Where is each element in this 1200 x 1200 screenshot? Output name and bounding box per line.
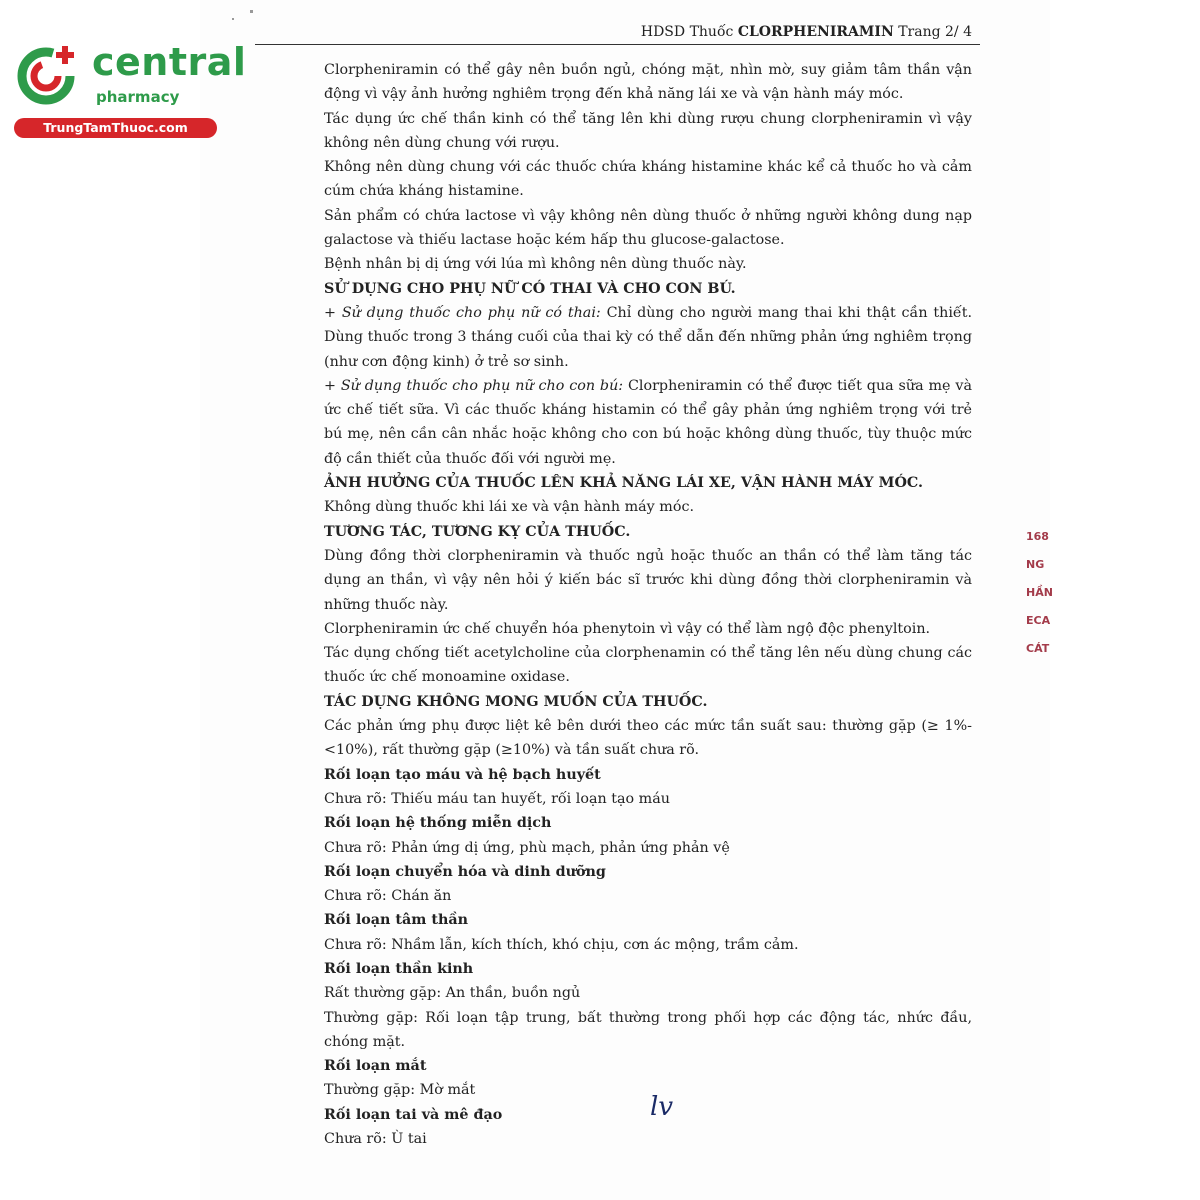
body-paragraph: Chưa rõ: Nhầm lẫn, kích thích, khó chịu, cơn ác mộng, trầm cảm. [324, 936, 799, 953]
body-paragraph: Chưa rõ: Chán ăn [324, 888, 452, 905]
header-drug-name: CLORPHENIRAMIN [737, 24, 894, 40]
lead-paragraph [324, 301, 972, 374]
body-paragraph: Không nên dùng chung với các thuốc chứa kháng histamine khác kể cả thuốc ho và cảm cúm chứa kháng histamine. [324, 159, 972, 200]
body-paragraph: Chưa rõ: Phản ứng dị ứng, phù mạch, phản ứng phản vệ [324, 839, 730, 856]
body-paragraph: Clorpheniramin có thể gây nên buồn ngủ, chóng mặt, nhìn mờ, suy giảm tâm thần vận động vì vậy ảnh hưởng nghiêm trọng đến khả năng lái xe và vận hành máy móc. [324, 62, 972, 103]
scan-speck [232, 18, 234, 20]
body-paragraph: Clorpheniramin ức chế chuyển hóa phenytoin vì vậy có thể làm ngộ độc phenyltoin. [324, 620, 931, 637]
header-title [641, 24, 972, 40]
lead-paragraph [324, 374, 972, 471]
body-paragraph: Thường gặp: Rối loạn tập trung, bất thường trong phối hợp các động tác, nhức đầu, chóng mặt. [324, 1009, 972, 1050]
body-paragraph: Chưa rõ: Thiếu máu tan huyết, rối loạn tạo máu [324, 790, 670, 807]
document-body [324, 58, 972, 1151]
body-paragraph: Các phản ứng phụ được liệt kê bên dưới theo các mức tần suất sau: thường gặp (≥ 1%- <10%), rất thường gặp (≥10%) và tần suất chưa rõ. [324, 718, 972, 759]
stamp-text: HẦN [1026, 586, 1053, 599]
brand-name: central [92, 40, 247, 84]
subsection-heading: Rối loạn mắt [324, 1058, 427, 1075]
handwritten-initials: lv [650, 1092, 674, 1122]
paragraph-lead: + Sử dụng thuốc cho phụ nữ cho con bú: [324, 377, 624, 394]
page-margin [1050, 0, 1200, 1200]
brand-logo [8, 38, 247, 138]
body-paragraph: Rất thường gặp: An thần, buồn ngủ [324, 985, 581, 1002]
body-paragraph: Dùng đồng thời clorpheniramin và thuốc ngủ hoặc thuốc an thần có thể làm tăng tác dụng an thần, vì vậy nên hỏi ý kiến bác sĩ trước khi dùng đồng thời clorpheniramin và những thuốc này. [324, 547, 972, 613]
subsection-heading: Rối loạn tạo máu và hệ bạch huyết [324, 766, 601, 783]
section-heading: TÁC DỤNG KHÔNG MONG MUỐN CỦA THUỐC. [324, 693, 708, 710]
body-paragraph: Không dùng thuốc khi lái xe và vận hành máy móc. [324, 499, 695, 516]
header-page-number: Trang 2/ 4 [893, 24, 972, 40]
stamp-fragment [1020, 520, 1053, 660]
paragraph-text: Clorpheniramin có thể được tiết qua sữa mẹ và ức chế tiết sữa. Vì các thuốc kháng histamin có thể gây phản ứng nghiêm trọng với trẻ bú mẹ, nên cần cân nhắc hoặc không cho con bú hoặc không dùng thuốc, tùy thuộc mức độ cần thiết của thuốc đối với người mẹ. [324, 377, 972, 467]
header-prefix: HDSD Thuốc [640, 24, 738, 40]
body-paragraph: Sản phẩm có chứa lactose vì vậy không nên dùng thuốc ở những người không dung nạp galactose và thiếu lactase hoặc kém hấp thu glucose-galactose. [324, 207, 972, 249]
subsection-heading: Rối loạn tâm thần [324, 912, 469, 929]
scan-speck [250, 10, 253, 13]
section-heading: ẢNH HƯỞNG CỦA THUỐC LÊN KHẢ NĂNG LÁI XE, VẬN HÀNH MÁY MÓC. [324, 475, 924, 492]
stamp-text: NG [1026, 558, 1045, 571]
subsection-heading: Rối loạn tai và mê đạo [324, 1106, 503, 1123]
stamp-text: ECA [1026, 614, 1051, 627]
subsection-heading: Rối loạn thần kinh [324, 960, 474, 977]
page-header [255, 24, 980, 45]
pharmacy-cross-icon [14, 40, 84, 110]
paragraph-lead: + Sử dụng thuốc cho phụ nữ có thai: [324, 304, 601, 321]
stamp-text: 168 [1026, 530, 1049, 543]
section-heading: SỬ DỤNG CHO PHỤ NỮ CÓ THAI VÀ CHO CON BÚ. [324, 280, 736, 297]
subsection-heading: Rối loạn chuyển hóa và dinh dưỡng [324, 863, 606, 880]
body-paragraph: Thường gặp: Mờ mắt [324, 1082, 476, 1099]
body-paragraph: Chưa rõ: Ù tai [324, 1131, 427, 1148]
paragraph-text: Chỉ dùng cho người mang thai khi thật cần thiết. Dùng thuốc trong 3 tháng cuối của thai kỳ có thể dẫn đến những phản ứng nghiêm trọng (như cơn động kinh) ở trẻ sơ sinh. [324, 304, 972, 370]
brand-subtitle: pharmacy [96, 88, 180, 106]
body-paragraph: Tác dụng chống tiết acetylcholine của clorphenamin có thể tăng lên nếu dùng chung các thuốc ức chế monoamine oxidase. [324, 645, 972, 686]
subsection-heading: Rối loạn hệ thống miễn dịch [324, 815, 552, 832]
brand-url-badge[interactable]: TrungTamThuoc.com [14, 118, 217, 138]
section-heading: TƯƠNG TÁC, TƯƠNG KỴ CỦA THUỐC. [324, 523, 631, 540]
body-paragraph: Bệnh nhân bị dị ứng với lúa mì không nên dùng thuốc này. [324, 256, 747, 273]
body-paragraph: Tác dụng ức chế thần kinh có thể tăng lên khi dùng rượu chung clorpheniramin vì vậy không nên dùng chung với rượu. [324, 110, 972, 151]
stamp-text: CÁT [1026, 642, 1050, 655]
